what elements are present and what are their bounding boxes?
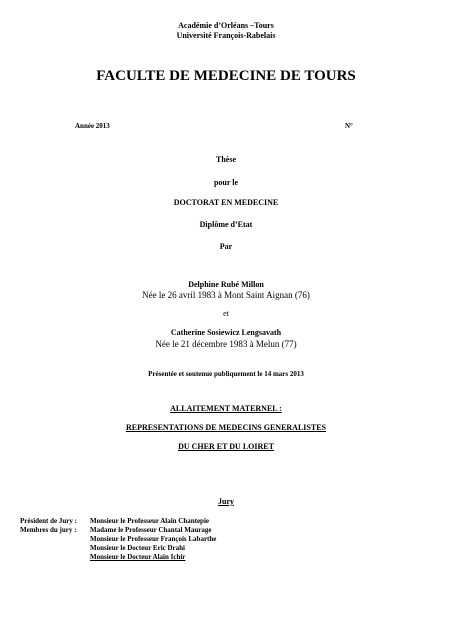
author-1-name: Delphine Rubé Millon xyxy=(188,280,264,289)
jury-member: Madame le Professeur Chantal Maurage xyxy=(90,526,212,534)
author-2-birth: Née le 21 décembre 1983 à Melun (77) xyxy=(155,339,297,349)
thesis-diploma: Diplôme d’Etat xyxy=(199,220,253,229)
university-name: Université François-Rabelais xyxy=(176,31,276,40)
jury-member: Monsieur le Docteur Alain Ichir xyxy=(90,553,186,561)
number-label: N° xyxy=(345,122,353,130)
thesis-for: pour le xyxy=(213,178,239,187)
defense-date: Présentée et soutenue publiquement le 14 mars 2013 xyxy=(148,370,304,378)
thesis-type: Thèse xyxy=(216,155,236,164)
subject-line-1: ALLAITEMENT MATERNEL : xyxy=(170,404,282,413)
members-label: Membres du jury : xyxy=(20,526,77,534)
faculty-title: FACULTE DE MEDECINE DE TOURS xyxy=(96,68,356,84)
year-label: Année 2013 xyxy=(75,122,110,130)
subject-line-2: REPRESENTATIONS DE MEDECINS GENERALISTES xyxy=(126,423,326,432)
and-connector: et xyxy=(223,309,229,318)
author-1-birth: Née le 26 avril 1983 à Mont Saint Aignan (76) xyxy=(142,290,310,300)
thesis-degree: DOCTORAT EN MEDECINE xyxy=(173,198,279,207)
jury-heading: Jury xyxy=(218,497,234,506)
president-label: Président de Jury : xyxy=(20,517,77,525)
academy-name: Académie d’Orléans –Tours xyxy=(178,21,274,30)
jury-member: Monsieur le Docteur Eric Drahi xyxy=(90,544,186,552)
jury-member: Monsieur le Professeur Alain Chantepie xyxy=(90,517,209,525)
thesis-by: Par xyxy=(219,242,233,251)
author-2-name: Catherine Sosiewicz Lengsavath xyxy=(170,328,282,337)
jury-member: Monsieur le Professeur François Labarthe xyxy=(90,535,217,543)
subject-line-3: DU CHER ET DU LOIRET xyxy=(178,442,274,451)
